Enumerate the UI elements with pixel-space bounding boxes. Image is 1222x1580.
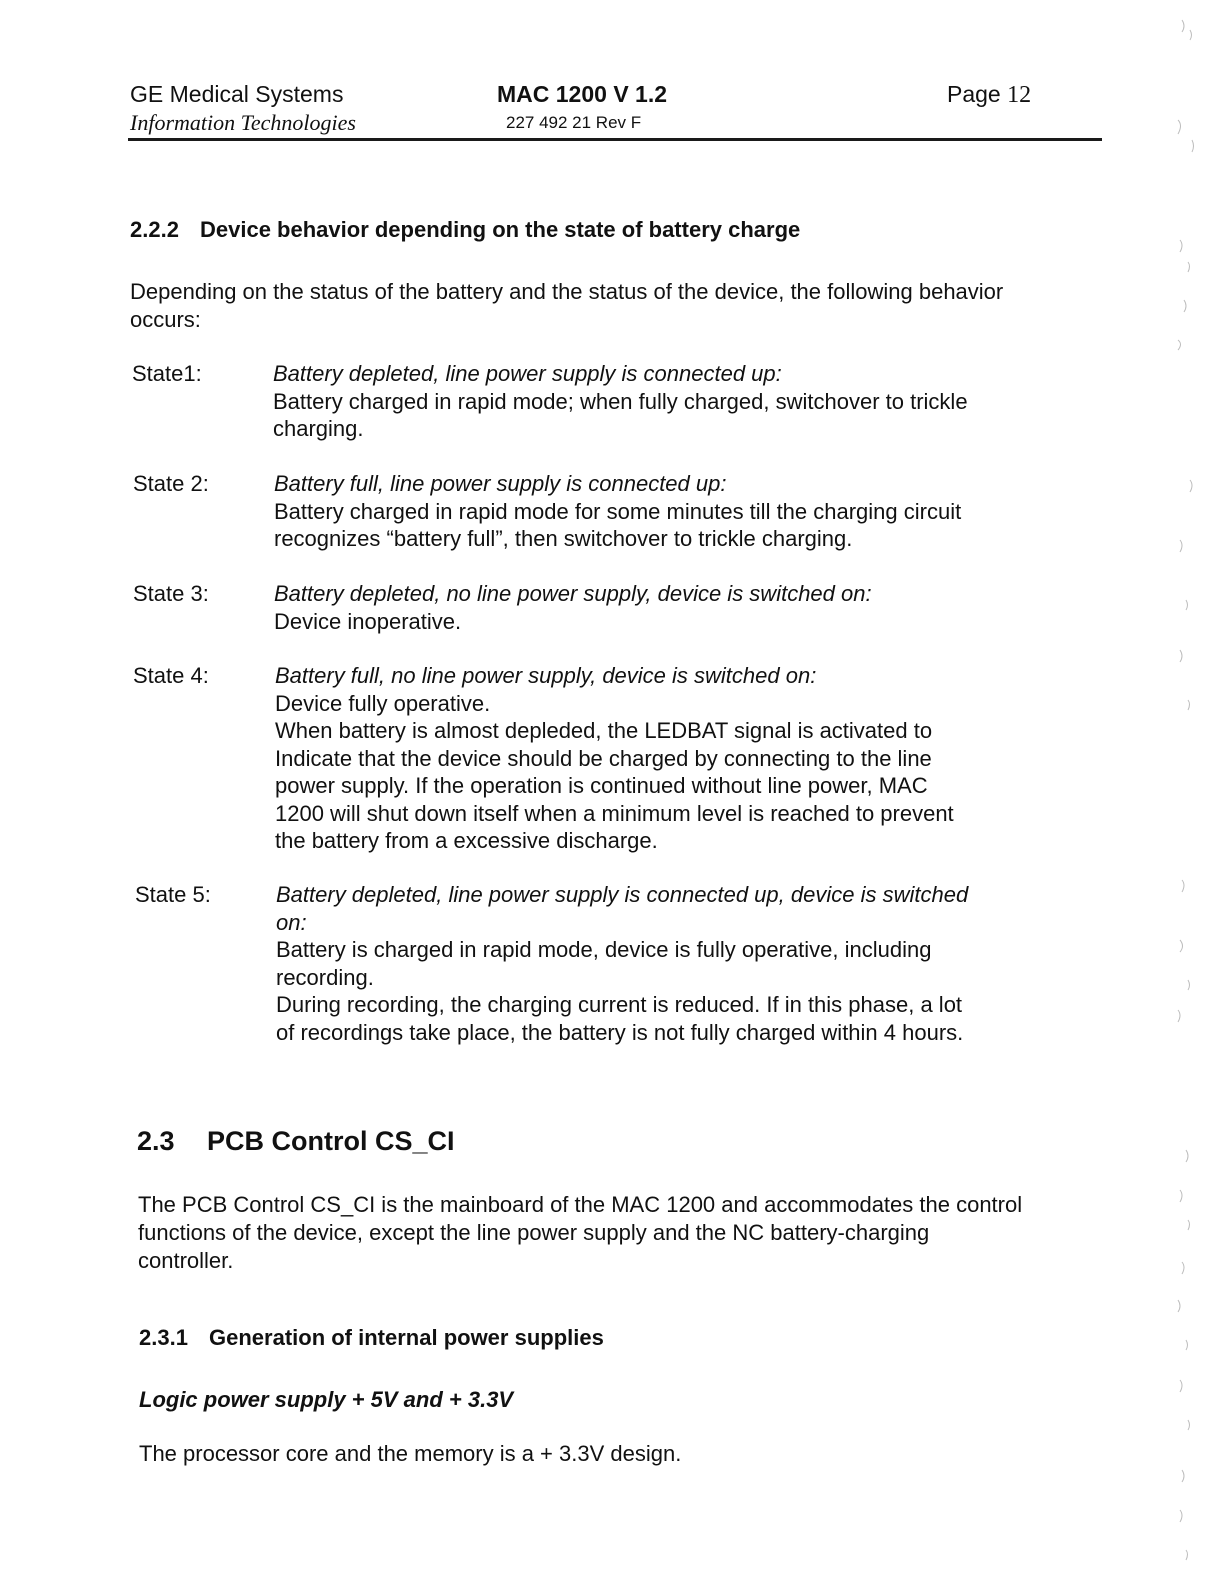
- state-text-line: recognizes “battery full”, then switchover to trickle charging.: [274, 526, 853, 551]
- header-page: [947, 80, 1031, 109]
- section-title: Device behavior depending on the state of battery charge: [200, 217, 801, 242]
- state-text-line: power supply. If the operation is continued without line power, MAC: [275, 773, 928, 798]
- page-number: 12: [1007, 82, 1032, 108]
- section-heading-2-3: [137, 1124, 455, 1158]
- state-text-line: of recordings take place, the battery is not fully charged within 4 hours.: [276, 1019, 964, 1045]
- section-number: 2.3.1: [139, 1325, 188, 1350]
- state-condition: Battery depleted, line power supply is connected up, device is switched: [276, 882, 969, 907]
- intro-paragraph-line: Depending on the status of the battery and the status of the device, the following behavior: [130, 279, 1004, 304]
- header-division: Information Technologies: [130, 110, 356, 135]
- paragraph-line: controller.: [138, 1248, 234, 1273]
- header-doc-number: 227 492 21 Rev F: [506, 113, 642, 132]
- paragraph-line: functions of the device, except the line power supply and the NC battery-charging: [138, 1220, 930, 1245]
- intro-paragraph-line: occurs:: [130, 307, 201, 332]
- state-text-line: Battery charged in rapid mode for some minutes till the charging circuit: [274, 498, 962, 524]
- state-description: [276, 881, 1051, 1046]
- paragraph-line: The processor core and the memory is a + 3.3V design.: [139, 1441, 682, 1466]
- state-text-line: Battery charged in rapid mode; when fully charged, switchover to trickle: [273, 388, 968, 414]
- state-text-line: When battery is almost depleded, the LEDBAT signal is activated to: [275, 718, 933, 743]
- state-description: [274, 580, 1049, 635]
- subheading: Logic power supply + 5V and + 3.3V: [139, 1387, 514, 1412]
- state-text-line: Device fully operative.: [275, 690, 491, 716]
- state-condition: Battery full, no line power supply, device is switched on:: [275, 663, 817, 688]
- state-text-line: recording.: [276, 964, 374, 990]
- section-number: 2.2.2: [130, 217, 179, 242]
- state-label: State 2:: [133, 471, 209, 496]
- section-number: 2.3: [137, 1126, 175, 1156]
- page-label: Page: [947, 81, 1001, 107]
- header-product-title: MAC 1200 V 1.2: [497, 81, 668, 107]
- section-title: PCB Control CS_CI: [207, 1126, 455, 1156]
- state-text-line: Battery is charged in rapid mode, device is fully operative, including: [276, 937, 932, 962]
- state-condition: on:: [276, 909, 307, 935]
- state-text-line: the battery from a excessive discharge.: [275, 828, 658, 853]
- state-label: State 4:: [133, 663, 209, 688]
- state-text-line: charging.: [273, 416, 364, 441]
- state-label: State 3:: [133, 581, 209, 606]
- section-heading-2-2-2: [130, 216, 800, 244]
- state-text-line: Indicate that the device should be charged by connecting to the line: [275, 745, 932, 771]
- state-condition: Battery full, line power supply is connected up:: [274, 471, 727, 496]
- scan-noise: [1168, 0, 1208, 1580]
- state-condition: Battery depleted, no line power supply, device is switched on:: [274, 581, 872, 606]
- state-label: State1:: [132, 361, 202, 386]
- state-description: [275, 662, 1050, 855]
- state-label: State 5:: [135, 882, 211, 907]
- paragraph-line: The PCB Control CS_CI is the mainboard of the MAC 1200 and accommodates the control: [138, 1192, 1023, 1217]
- state-description: [273, 360, 1048, 443]
- header-divider: [128, 138, 1102, 141]
- state-description: [274, 470, 1049, 553]
- header-company: GE Medical Systems: [130, 81, 344, 107]
- section-title: Generation of internal power supplies: [209, 1325, 604, 1350]
- state-condition: Battery depleted, line power supply is connected up:: [273, 361, 782, 386]
- state-text-line: 1200 will shut down itself when a minimum level is reached to prevent: [275, 800, 954, 826]
- section-heading-2-3-1: [139, 1324, 604, 1352]
- state-text-line: Device inoperative.: [274, 608, 462, 634]
- state-text-line: During recording, the charging current is reduced. If in this phase, a lot: [276, 992, 963, 1017]
